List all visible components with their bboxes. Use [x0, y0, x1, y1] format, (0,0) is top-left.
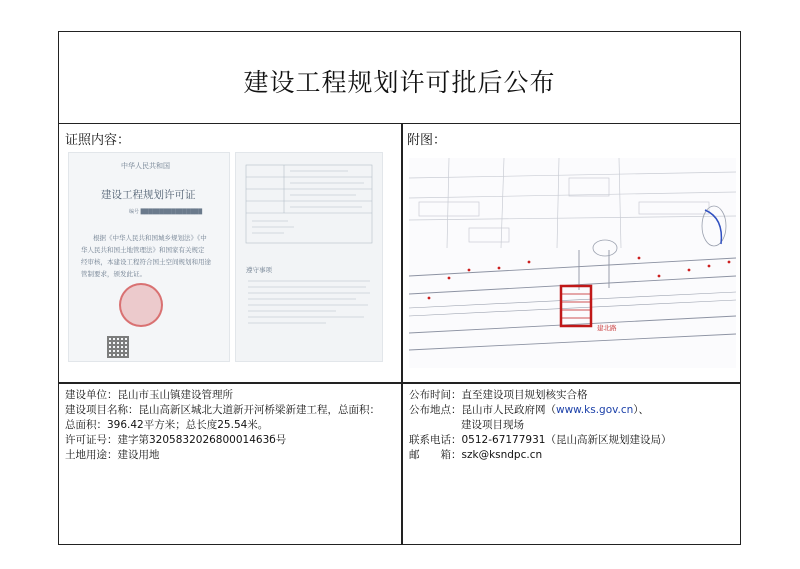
- page-title: 建设工程规划许可批后公布: [243, 67, 556, 97]
- project-info-block: [65, 388, 380, 463]
- column-divider: [401, 124, 403, 544]
- certificate-body-line: 华人民共和国土地管理法》和国家有关规定: [81, 246, 205, 254]
- email-value[interactable]: szk@ksndpc.cn: [461, 449, 543, 461]
- attachment-section-label: 附图：: [407, 133, 447, 148]
- project-row: [65, 403, 380, 418]
- phone-row: [409, 433, 671, 448]
- certificate-section-label: 证照内容：: [65, 133, 131, 148]
- unit-label: 建设单位：: [65, 389, 118, 401]
- certificate-detail-page: [235, 152, 383, 362]
- certificate-emblem-text: 中华人民共和国: [121, 162, 170, 170]
- permit-label: 许可证号：: [65, 434, 118, 446]
- certificate-table-lines: [236, 153, 382, 361]
- row-divider: [59, 382, 740, 384]
- permit-row: [65, 433, 380, 448]
- site-plan-drawing: [409, 158, 736, 368]
- certificate-body-line: 管制要求，颁发此证。: [81, 270, 146, 278]
- phone-value: 0512-67177931（昆山高新区规划建设局）: [461, 434, 672, 446]
- project-label: 建设项目名称：: [65, 404, 139, 416]
- time-label: 公布时间：: [409, 389, 462, 401]
- certificate-title: 建设工程规划许可证: [101, 189, 196, 201]
- certificate-body-line: 根据《中华人民共和国城乡规划法》《中: [93, 234, 207, 242]
- permit-value: 建字第320583202680001463б号: [117, 434, 287, 446]
- site-outline: [561, 286, 591, 326]
- time-row: [409, 388, 671, 403]
- unit-row: [65, 388, 380, 403]
- email-row: [409, 448, 671, 463]
- time-value: 直至建设项目规划核实合格: [461, 389, 588, 401]
- certificate-notice-heading: 遵守事项: [246, 266, 272, 274]
- land-row: [65, 448, 380, 463]
- site-plan-map: [409, 158, 736, 368]
- place-label: 公布地点：: [409, 404, 462, 416]
- place-value: 昆山市人民政府网（: [461, 404, 556, 416]
- phone-label: 联系电话：: [409, 434, 462, 446]
- project-row-continued: 总面积：396.42平方米；总长度25.54米。: [65, 419, 269, 431]
- government-website-link[interactable]: www.ks.gov.cn: [556, 404, 634, 416]
- email-label: 邮 箱：: [409, 449, 462, 461]
- place-row-continued: 建设项目现场: [461, 419, 524, 431]
- official-seal: [119, 283, 163, 327]
- certificate-body-line: 经审核，本建设工程符合国土空间规划和用途: [81, 258, 211, 266]
- qr-code: [107, 336, 129, 358]
- unit-value: 昆山市玉山镇建设管理所: [117, 389, 233, 401]
- notice-frame: [58, 31, 741, 545]
- title-row: [59, 32, 740, 124]
- place-row: [409, 403, 671, 418]
- land-value: 建设用地: [117, 449, 160, 461]
- certificate-serial: 编号 ████████████████: [129, 209, 203, 215]
- map-road-label: 建北路: [597, 324, 617, 332]
- place-value-end: ）、: [633, 404, 650, 416]
- land-label: 土地用途：: [65, 449, 118, 461]
- publication-info-block: [409, 388, 671, 463]
- project-value: 昆山高新区城北大道新开河桥梁新建工程，总面积：: [138, 404, 380, 416]
- certificate-cover-page: [68, 152, 230, 362]
